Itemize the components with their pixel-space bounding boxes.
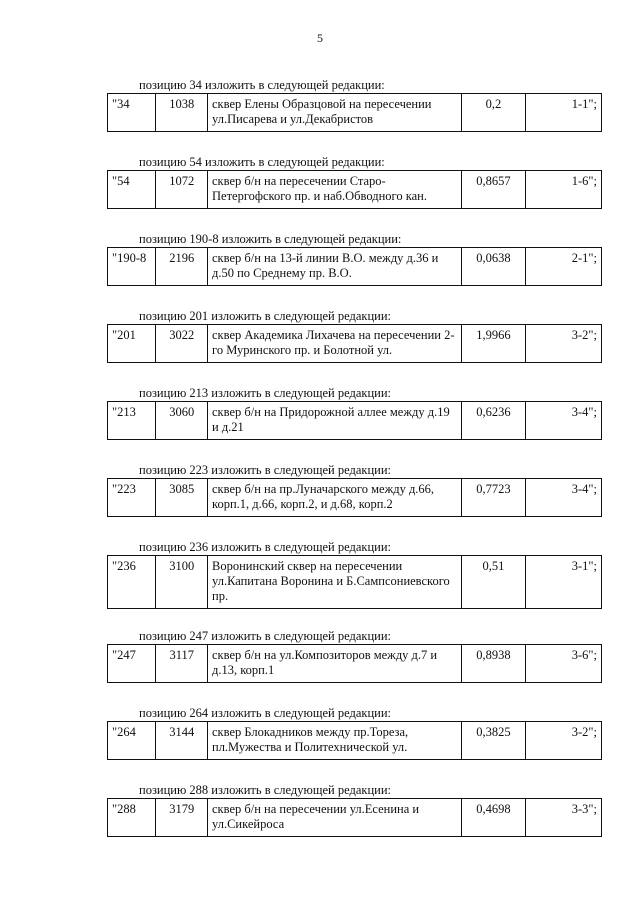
- position-cell: "288: [108, 799, 156, 837]
- code-cell: 3179: [156, 799, 208, 837]
- amendment-heading: позицию 213 изложить в следующей редакции:: [139, 386, 391, 400]
- name-cell: сквер б/н на ул.Композиторов между д.7 и д.13, корп.1: [208, 645, 462, 683]
- position-cell: "190-8: [108, 248, 156, 286]
- zone-cell: 3-4";: [526, 479, 602, 517]
- name-cell: сквер Елены Образцовой на пересечении ул.Писарева и ул.Декабристов: [208, 94, 462, 132]
- table-row: [108, 402, 602, 440]
- amendment-block-223: [0, 463, 640, 540]
- code-cell: 1072: [156, 171, 208, 209]
- position-cell: "201: [108, 325, 156, 363]
- code-cell: 1038: [156, 94, 208, 132]
- name-cell: сквер б/н на пересечении Старо-Петергофского пр. и наб.Обводного кан.: [208, 171, 462, 209]
- amendment-table: [107, 721, 602, 760]
- amendment-heading: позицию 223 изложить в следующей редакции:: [139, 463, 391, 477]
- table-row: [108, 248, 602, 286]
- code-cell: 3117: [156, 645, 208, 683]
- amendment-block-264: [0, 706, 640, 783]
- area-cell: 0,51: [461, 556, 526, 609]
- position-cell: "34: [108, 94, 156, 132]
- amendment-heading: позицию 288 изложить в следующей редакции:: [139, 783, 391, 797]
- name-cell: Воронинский сквер на пересечении ул.Капитана Воронина и Б.Сампсониевского пр.: [208, 556, 462, 609]
- table-row: [108, 171, 602, 209]
- amendment-table: [107, 247, 602, 286]
- amendment-block-247: [0, 629, 640, 706]
- name-cell: сквер б/н на 13-й линии В.О. между д.36 и д.50 по Среднему пр. В.О.: [208, 248, 462, 286]
- amendment-block-190-8: [0, 232, 640, 309]
- table-row: [108, 722, 602, 760]
- name-cell: сквер Академика Лихачева на пересечении 2-го Муринского пр. и Болотной ул.: [208, 325, 462, 363]
- amendment-heading: позицию 247 изложить в следующей редакции:: [139, 629, 391, 643]
- amendment-table: [107, 324, 602, 363]
- position-cell: "247: [108, 645, 156, 683]
- amendment-block-34: [0, 78, 640, 155]
- zone-cell: 2-1";: [526, 248, 602, 286]
- amendment-table: [107, 170, 602, 209]
- amendment-block-213: [0, 386, 640, 463]
- table-row: [108, 325, 602, 363]
- amendment-heading: позицию 201 изложить в следующей редакции:: [139, 309, 391, 323]
- zone-cell: 3-4";: [526, 402, 602, 440]
- area-cell: 0,3825: [461, 722, 526, 760]
- code-cell: 3100: [156, 556, 208, 609]
- amendment-block-54: [0, 155, 640, 232]
- area-cell: 0,2: [461, 94, 526, 132]
- area-cell: 0,4698: [461, 799, 526, 837]
- zone-cell: 3-6";: [526, 645, 602, 683]
- area-cell: 0,8657: [461, 171, 526, 209]
- area-cell: 0,8938: [461, 645, 526, 683]
- area-cell: 1,9966: [461, 325, 526, 363]
- amendment-table: [107, 555, 602, 609]
- amendment-table: [107, 401, 602, 440]
- code-cell: 3085: [156, 479, 208, 517]
- amendment-block-236: [0, 540, 640, 629]
- amendment-list: [0, 78, 640, 860]
- area-cell: 0,6236: [461, 402, 526, 440]
- area-cell: 0,7723: [461, 479, 526, 517]
- amendment-heading: позицию 54 изложить в следующей редакции:: [139, 155, 385, 169]
- position-cell: "264: [108, 722, 156, 760]
- zone-cell: 1-1";: [526, 94, 602, 132]
- table-row: [108, 94, 602, 132]
- name-cell: сквер Блокадников между пр.Тореза, пл.Мужества и Политехнической ул.: [208, 722, 462, 760]
- code-cell: 3022: [156, 325, 208, 363]
- amendment-heading: позицию 264 изложить в следующей редакции:: [139, 706, 391, 720]
- zone-cell: 3-1";: [526, 556, 602, 609]
- name-cell: сквер б/н на пр.Луначарского между д.66, корп.1, д.66, корп.2, и д.68, корп.2: [208, 479, 462, 517]
- zone-cell: 1-6";: [526, 171, 602, 209]
- amendment-table: [107, 93, 602, 132]
- amendment-heading: позицию 34 изложить в следующей редакции:: [139, 78, 385, 92]
- amendment-table: [107, 798, 602, 837]
- code-cell: 3060: [156, 402, 208, 440]
- zone-cell: 3-2";: [526, 325, 602, 363]
- code-cell: 3144: [156, 722, 208, 760]
- amendment-table: [107, 478, 602, 517]
- table-row: [108, 479, 602, 517]
- position-cell: "236: [108, 556, 156, 609]
- page-number: 5: [317, 31, 323, 45]
- area-cell: 0,0638: [461, 248, 526, 286]
- table-row: [108, 556, 602, 609]
- zone-cell: 3-3";: [526, 799, 602, 837]
- amendment-heading: позицию 236 изложить в следующей редакции:: [139, 540, 391, 554]
- name-cell: сквер б/н на Придорожной аллее между д.19 и д.21: [208, 402, 462, 440]
- zone-cell: 3-2";: [526, 722, 602, 760]
- position-cell: "54: [108, 171, 156, 209]
- code-cell: 2196: [156, 248, 208, 286]
- name-cell: сквер б/н на пересечении ул.Есенина и ул.Сикейроса: [208, 799, 462, 837]
- amendment-block-288: [0, 783, 640, 860]
- amendment-table: [107, 644, 602, 683]
- amendment-block-201: [0, 309, 640, 386]
- position-cell: "223: [108, 479, 156, 517]
- table-row: [108, 799, 602, 837]
- table-row: [108, 645, 602, 683]
- amendment-heading: позицию 190-8 изложить в следующей редакции:: [139, 232, 402, 246]
- position-cell: "213: [108, 402, 156, 440]
